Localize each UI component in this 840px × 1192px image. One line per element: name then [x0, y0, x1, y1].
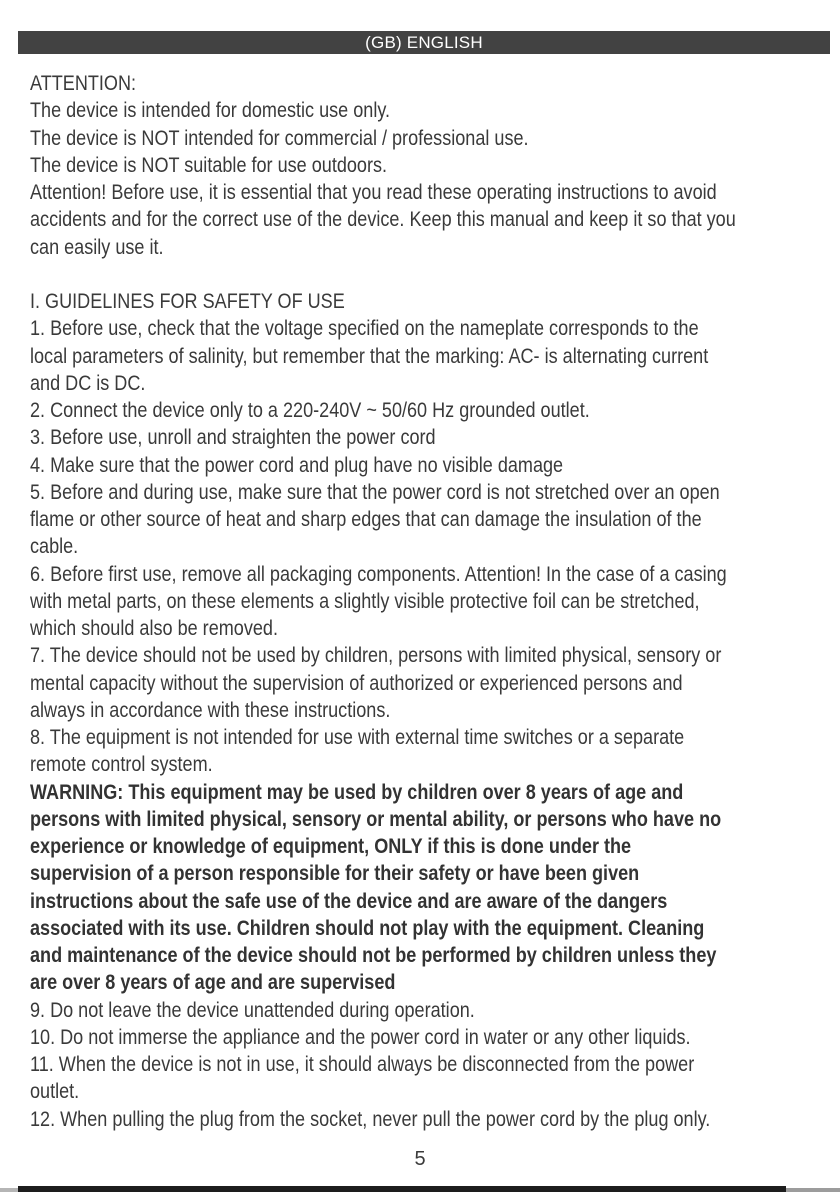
text-line: I. GUIDELINES FOR SAFETY OF USE	[30, 289, 345, 313]
text-line: 3. Before use, unroll and straighten the power cord	[30, 425, 436, 450]
bottom-edge-bar	[0, 1186, 840, 1192]
text-line: always in accordance with these instructions.	[30, 697, 391, 722]
text-line: supervision of a person responsible for their safety or have been given	[30, 861, 640, 886]
text-line: 10. Do not immerse the appliance and the power cord in water or any other liquids.	[30, 1024, 691, 1049]
language-header-bar	[18, 31, 830, 54]
text-line: with metal parts, on these elements a slightly visible protective foil can be stretched,	[30, 588, 700, 613]
text-line	[30, 261, 702, 288]
page-number: 5	[414, 1148, 426, 1170]
text-line: 4. Make sure that the power cord and plug have no visible damage	[30, 452, 564, 477]
text-line: outlet.	[30, 1079, 80, 1104]
text-line: 2. Connect the device only to a 220-240V ~ 50/60 Hz grounded outlet.	[30, 398, 590, 422]
text-line: 9. Do not leave the device unattended during operation.	[30, 997, 475, 1022]
text-line: can easily use it.	[30, 234, 164, 259]
text-line: Attention! Before use, it is essential that you read these operating instructions to avoid	[30, 180, 717, 204]
text-line: The device is NOT suitable for use outdoors.	[30, 152, 388, 177]
text-line: and DC is DC.	[30, 370, 146, 395]
text-line: and maintenance of the device should not be performed by children unless they	[30, 943, 717, 967]
text-line: ATTENTION:	[30, 71, 137, 95]
text-line: 5. Before and during use, make sure that the power cord is not stretched over an open	[30, 479, 720, 504]
text-line: flame or other source of heat and sharp edges that can damage the insulation of the	[30, 507, 702, 531]
text-line: local parameters of salinity, but remember that the marking: AC- is alternating current	[30, 343, 709, 368]
document-body	[30, 70, 830, 1133]
text-line: WARNING: This equipment may be used by children over 8 years of age and	[30, 779, 684, 804]
text-line: remote control system.	[30, 752, 213, 777]
text-line: The device is NOT intended for commercial / professional use.	[30, 125, 529, 150]
text-line: persons with limited physical, sensory or mental ability, or persons who have no	[30, 806, 722, 831]
text-line: The device is intended for domestic use only.	[30, 98, 391, 123]
text-line: 12. When pulling the plug from the socket, never pull the power cord by the plug only.	[30, 1106, 711, 1131]
text-line: associated with its use. Children should not play with the equipment. Cleaning	[30, 915, 705, 940]
text-line: 7. The device should not be used by children, persons with limited physical, sensory or	[30, 643, 722, 668]
bottom-bar-segment	[18, 1186, 786, 1192]
text-line: 1. Before use, check that the voltage specified on the nameplate corresponds to the	[30, 316, 699, 341]
text-line: 11. When the device is not in use, it should always be disconnected from the power	[30, 1052, 695, 1076]
text-line: 6. Before first use, remove all packaging components. Attention! In the case of a casing	[30, 561, 727, 586]
text-line: experience or knowledge of equipment, ONLY if this is done under the	[30, 834, 632, 858]
text-line: which should also be removed.	[30, 616, 278, 640]
text-line: mental capacity without the supervision of authorized or experienced persons and	[30, 670, 683, 695]
bottom-bar-segment	[0, 1188, 18, 1192]
text-line: are over 8 years of age and are supervised	[30, 970, 396, 995]
text-line: instructions about the safe use of the device and are aware of the dangers	[30, 888, 668, 913]
text-line: cable.	[30, 534, 79, 559]
text-line: 8. The equipment is not intended for use with external time switches or a separate	[30, 725, 685, 749]
text-line: accidents and for the correct use of the device. Keep this manual and keep it so that you	[30, 207, 736, 232]
bottom-bar-segment	[786, 1188, 840, 1192]
language-header-title: (GB) ENGLISH	[365, 32, 483, 52]
